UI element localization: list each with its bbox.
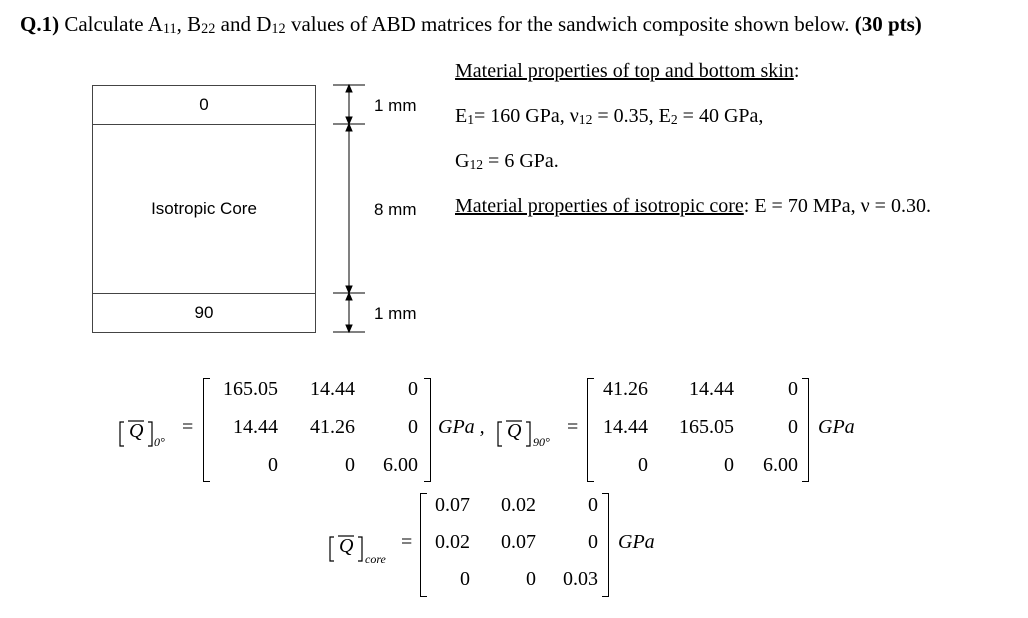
q0-cell: 165.05 [223,378,278,400]
question-text: Calculate A [59,12,163,36]
skin-properties-line-2 [455,150,559,173]
core-thickness-label: 8 mm [374,200,417,219]
q0-right-bracket [424,378,431,482]
q90-cell: 0 [638,454,648,476]
q0-cell: 41.26 [310,416,355,438]
qcore-cell: 0 [588,494,598,516]
e1-symbol: E [455,105,468,127]
bottom-layer-label: 90 [194,303,214,322]
top-skin-layer [92,85,316,125]
q90-cell: 14.44 [689,378,734,400]
question-title [20,12,922,37]
q0-cell: 0 [345,454,355,476]
arrowhead-icon [346,124,352,131]
qcore-cell: 0.02 [435,531,470,553]
skin-heading-colon: : [793,60,800,82]
q0-left-bracket [203,378,210,482]
d-subscript: 12 [271,21,286,38]
core-properties [455,195,931,218]
e2-subscript: 2 [670,112,678,128]
thickness-dimension-arrows [330,80,370,340]
q0-cell: 0 [268,454,278,476]
q0-symbol [118,418,158,448]
q0-letter: Q [129,420,144,442]
qcore-subscript: core [365,552,386,566]
q90-cell: 0 [788,416,798,438]
arrowhead-icon [346,293,352,300]
qcore-cell: 0.07 [435,494,470,516]
skin-heading-text: Material properties of top and bottom skin [455,60,794,82]
q90-unit: GPa [818,416,855,438]
core-layer [92,124,316,294]
question-number: Q.1) [20,12,60,36]
q0-cell: 6.00 [383,454,418,476]
e2-value: = 40 GPa, [677,105,764,127]
e1-subscript: 1 [467,112,475,128]
q0-cell: 14.44 [310,378,355,400]
b-subscript: 22 [201,21,216,38]
q0-unit: GPa , [438,416,485,438]
qcore-letter: Q [339,535,354,557]
qcore-cell: 0.02 [501,494,536,516]
bottom-thickness-label: 1 mm [374,304,417,323]
qcore-symbol [328,533,368,563]
bottom-skin-layer [92,293,316,333]
question-text: and D [215,12,272,36]
core-heading-text: Material properties of isotropic core [455,195,744,217]
question-text: values of ABD matrices for the sandwich composite shown below. [285,12,855,36]
q90-cell: 6.00 [763,454,798,476]
question-points: (30 pts) [854,12,922,36]
qcore-cell: 0.07 [501,531,536,553]
q90-cell: 41.26 [603,378,648,400]
nu12-value: = 0.35, E [592,105,671,127]
equals-sign: = [182,416,194,438]
q90-symbol [496,418,536,448]
skin-heading [455,60,799,83]
q90-left-bracket [587,378,594,482]
nu12-subscript: 12 [578,112,593,128]
question-text: , B [176,12,202,36]
g12-subscript: 12 [469,157,484,173]
qcore-cell: 0.03 [563,568,598,590]
q0-cell: 14.44 [233,416,278,438]
qcore-cell: 0 [526,568,536,590]
e1-value: = 160 GPa, ν [474,105,579,127]
equals-sign: = [567,416,579,438]
qcore-left-bracket [420,493,427,597]
arrowhead-icon [346,325,352,332]
core-layer-label: Isotropic Core [151,198,257,218]
qcore-cell: 0 [588,531,598,553]
equals-sign: = [401,531,413,553]
core-values: : E = 70 MPa, ν = 0.30. [743,195,931,217]
g12-symbol: G [455,150,470,172]
a-subscript: 11 [162,21,177,38]
qcore-cell: 0 [460,568,470,590]
q90-letter: Q [507,420,522,442]
qcore-right-bracket [602,493,609,597]
q0-cell: 0 [408,416,418,438]
top-thickness-label: 1 mm [374,96,417,115]
q90-cell: 0 [788,378,798,400]
q90-subscript: 90° [533,435,550,449]
q90-cell: 165.05 [679,416,734,438]
q90-cell: 14.44 [603,416,648,438]
skin-properties-line-1 [455,105,763,128]
q90-cell: 0 [724,454,734,476]
q90-right-bracket [802,378,809,482]
arrowhead-icon [346,85,352,92]
q0-cell: 0 [408,378,418,400]
q0-subscript: 0° [154,435,165,449]
g12-value: = 6 GPa. [483,150,559,172]
top-layer-label: 0 [199,95,209,114]
qcore-unit: GPa [618,531,655,553]
